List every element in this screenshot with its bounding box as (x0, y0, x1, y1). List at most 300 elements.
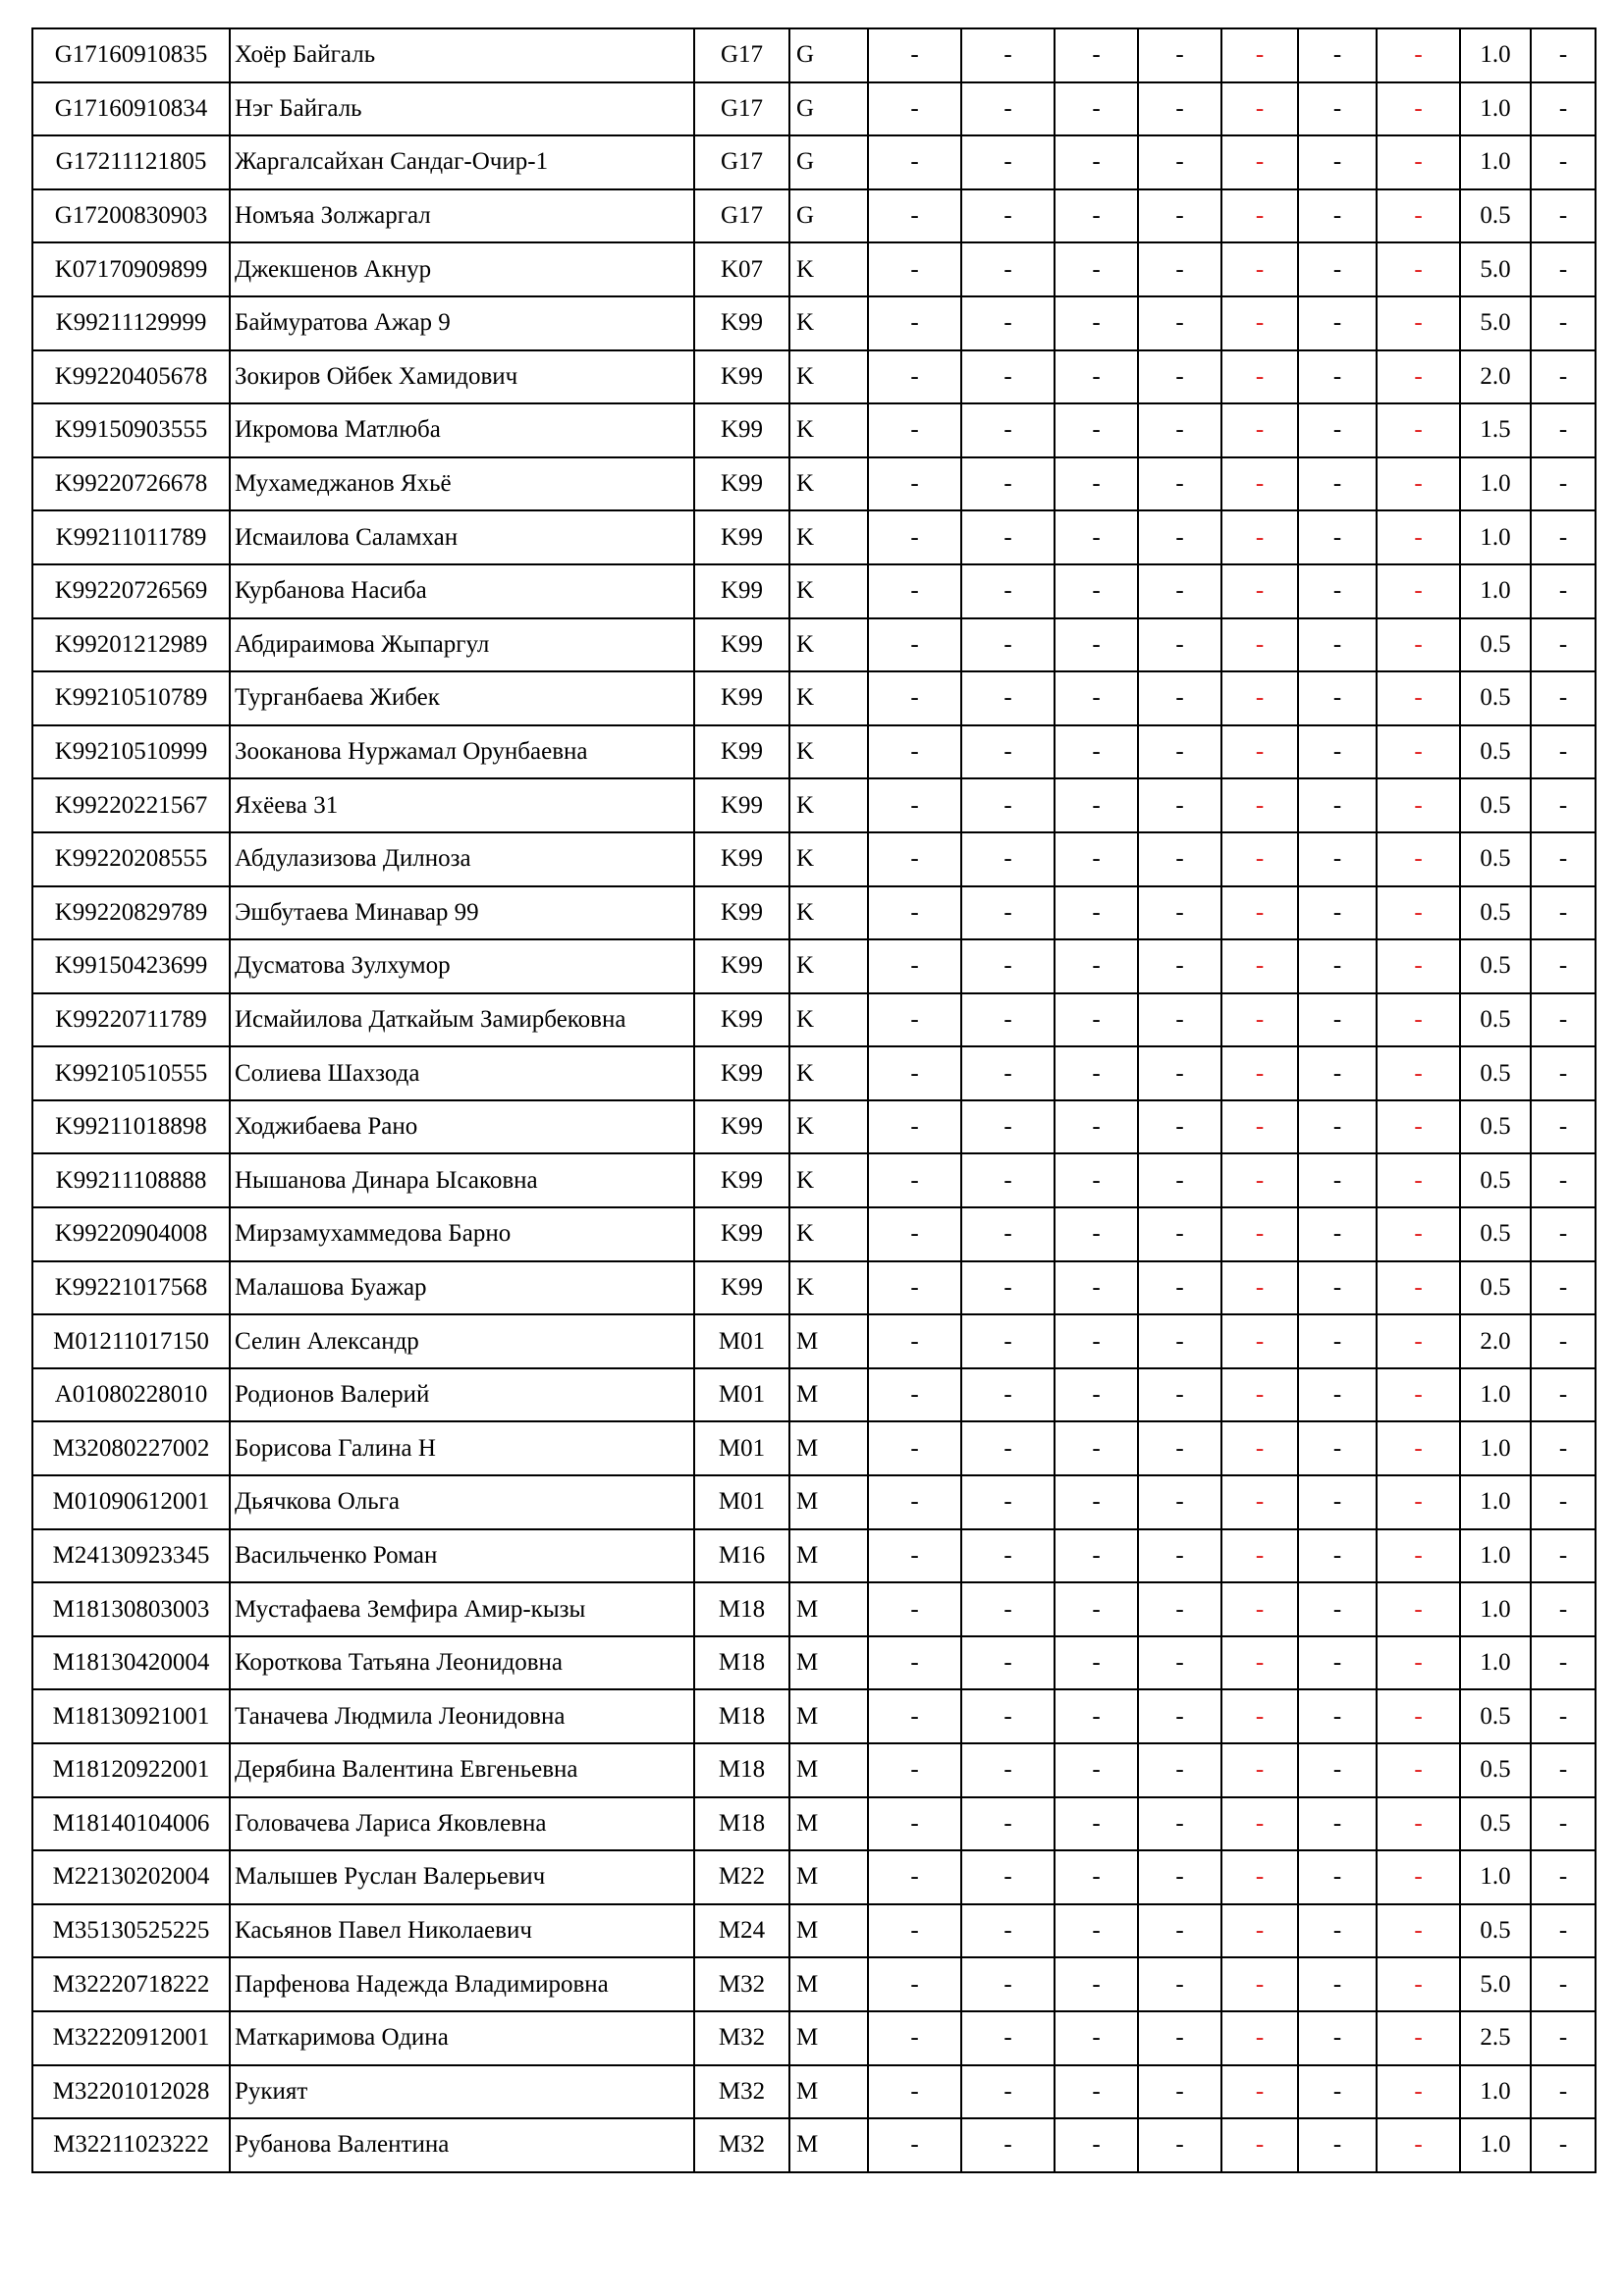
id-cell: G17160910834 (32, 82, 230, 136)
value-cell: 1.0 (1460, 2118, 1531, 2172)
dash-cell: - (1298, 1046, 1377, 1100)
name-cell: Номъяа Золжаргал (230, 189, 694, 243)
code-cell: M01 (694, 1314, 789, 1368)
code-cell: M01 (694, 1368, 789, 1422)
dash-cell: - (961, 2118, 1055, 2172)
dash-cell: - (1138, 1743, 1221, 1797)
dash-cell: - (868, 939, 961, 993)
dash-cell: - (961, 510, 1055, 564)
group-cell: K (789, 725, 868, 779)
dash-cell: - (1531, 1368, 1596, 1422)
dash-cell: - (1298, 1475, 1377, 1529)
name-cell: Дьячкова Ольга (230, 1475, 694, 1529)
dash-cell: - (1055, 1797, 1138, 1851)
dash-cell: - (1531, 1636, 1596, 1690)
table-row (32, 403, 1596, 457)
id-cell: M32220912001 (32, 2011, 230, 2065)
dash-cell: - (1298, 671, 1377, 725)
red-dash-cell: - (1377, 135, 1460, 189)
group-cell: M (789, 2065, 868, 2119)
code-cell: G17 (694, 135, 789, 189)
table-row (32, 1582, 1596, 1636)
red-dash-cell: - (1377, 457, 1460, 511)
table-row (32, 1904, 1596, 1958)
dash-cell: - (1298, 82, 1377, 136)
red-dash-cell: - (1221, 189, 1298, 243)
dash-cell: - (1055, 2011, 1138, 2065)
dash-cell: - (961, 82, 1055, 136)
dash-cell: - (1055, 28, 1138, 82)
value-cell: 1.5 (1460, 403, 1531, 457)
id-cell: K99211011789 (32, 510, 230, 564)
dash-cell: - (1055, 350, 1138, 404)
id-cell: G17160910835 (32, 28, 230, 82)
value-cell: 2.0 (1460, 1314, 1531, 1368)
dash-cell: - (1531, 778, 1596, 832)
code-cell: K99 (694, 403, 789, 457)
name-cell: Касьянов Павел Николаевич (230, 1904, 694, 1958)
name-cell: Эшбутаева Минавар 99 (230, 886, 694, 940)
red-dash-cell: - (1221, 1797, 1298, 1851)
dash-cell: - (1138, 403, 1221, 457)
red-dash-cell: - (1377, 242, 1460, 296)
name-cell: Исмаилова Саламхан (230, 510, 694, 564)
red-dash-cell: - (1221, 350, 1298, 404)
dash-cell: - (961, 350, 1055, 404)
red-dash-cell: - (1377, 778, 1460, 832)
group-cell: M (789, 1368, 868, 1422)
dash-cell: - (1298, 350, 1377, 404)
table-row (32, 189, 1596, 243)
value-cell: 1.0 (1460, 457, 1531, 511)
value-cell: 0.5 (1460, 939, 1531, 993)
name-cell: Малашова Буажар (230, 1261, 694, 1315)
group-cell: K (789, 886, 868, 940)
name-cell: Хоёр Байгаль (230, 28, 694, 82)
dash-cell: - (1298, 28, 1377, 82)
dash-cell: - (1298, 135, 1377, 189)
code-cell: M22 (694, 1850, 789, 1904)
id-cell: M18130921001 (32, 1689, 230, 1743)
dash-cell: - (1531, 1100, 1596, 1154)
dash-cell: - (868, 403, 961, 457)
value-cell: 0.5 (1460, 1797, 1531, 1851)
id-cell: M18130803003 (32, 1582, 230, 1636)
dash-cell: - (1138, 1368, 1221, 1422)
dash-cell: - (961, 725, 1055, 779)
dash-cell: - (1298, 886, 1377, 940)
dash-cell: - (868, 2118, 961, 2172)
red-dash-cell: - (1221, 1904, 1298, 1958)
dash-cell: - (1055, 1850, 1138, 1904)
id-cell: K99221017568 (32, 1261, 230, 1315)
dash-cell: - (868, 1314, 961, 1368)
red-dash-cell: - (1377, 189, 1460, 243)
dash-cell: - (1531, 1957, 1596, 2011)
dash-cell: - (1298, 1261, 1377, 1315)
dash-cell: - (868, 1261, 961, 1315)
dash-cell: - (1138, 82, 1221, 136)
dash-cell: - (1138, 1582, 1221, 1636)
red-dash-cell: - (1221, 135, 1298, 189)
dash-cell: - (1531, 1046, 1596, 1100)
group-cell: M (789, 1689, 868, 1743)
dash-cell: - (961, 1261, 1055, 1315)
dash-cell: - (1055, 403, 1138, 457)
dash-cell: - (868, 2065, 961, 2119)
red-dash-cell: - (1221, 1314, 1298, 1368)
dash-cell: - (1138, 1421, 1221, 1475)
red-dash-cell: - (1377, 832, 1460, 886)
dash-cell: - (1138, 1636, 1221, 1690)
dash-cell: - (1055, 778, 1138, 832)
red-dash-cell: - (1377, 2065, 1460, 2119)
table-row (32, 1314, 1596, 1368)
dash-cell: - (961, 1797, 1055, 1851)
group-cell: K (789, 564, 868, 618)
dash-cell: - (961, 1100, 1055, 1154)
id-cell: M01211017150 (32, 1314, 230, 1368)
red-dash-cell: - (1221, 939, 1298, 993)
dash-cell: - (1298, 939, 1377, 993)
group-cell: M (789, 1636, 868, 1690)
red-dash-cell: - (1221, 1153, 1298, 1207)
dash-cell: - (868, 886, 961, 940)
value-cell: 5.0 (1460, 1957, 1531, 2011)
value-cell: 0.5 (1460, 1261, 1531, 1315)
dash-cell: - (1055, 832, 1138, 886)
dash-cell: - (961, 135, 1055, 189)
dash-cell: - (961, 1850, 1055, 1904)
group-cell: K (789, 296, 868, 350)
red-dash-cell: - (1221, 886, 1298, 940)
red-dash-cell: - (1377, 403, 1460, 457)
value-cell: 1.0 (1460, 510, 1531, 564)
id-cell: K99210510555 (32, 1046, 230, 1100)
red-dash-cell: - (1377, 993, 1460, 1047)
red-dash-cell: - (1377, 671, 1460, 725)
red-dash-cell: - (1221, 1689, 1298, 1743)
dash-cell: - (1531, 403, 1596, 457)
value-cell: 1.0 (1460, 82, 1531, 136)
dash-cell: - (1138, 350, 1221, 404)
table-row (32, 1261, 1596, 1315)
table-row (32, 1046, 1596, 1100)
id-cell: G17200830903 (32, 189, 230, 243)
dash-cell: - (1138, 725, 1221, 779)
dash-cell: - (868, 1046, 961, 1100)
dash-cell: - (961, 1421, 1055, 1475)
code-cell: K99 (694, 350, 789, 404)
dash-cell: - (1055, 564, 1138, 618)
group-cell: K (789, 671, 868, 725)
code-cell: K99 (694, 296, 789, 350)
dash-cell: - (1298, 1153, 1377, 1207)
results-table (31, 27, 1597, 2173)
code-cell: G17 (694, 189, 789, 243)
dash-cell: - (1055, 189, 1138, 243)
dash-cell: - (868, 2011, 961, 2065)
dash-cell: - (1138, 1529, 1221, 1583)
dash-cell: - (1531, 1529, 1596, 1583)
code-cell: K99 (694, 939, 789, 993)
dash-cell: - (1298, 993, 1377, 1047)
dash-cell: - (868, 1100, 961, 1154)
red-dash-cell: - (1221, 242, 1298, 296)
dash-cell: - (1138, 1153, 1221, 1207)
red-dash-cell: - (1221, 778, 1298, 832)
group-cell: K (789, 618, 868, 672)
table-row (32, 1475, 1596, 1529)
group-cell: K (789, 939, 868, 993)
code-cell: K99 (694, 1100, 789, 1154)
dash-cell: - (961, 1475, 1055, 1529)
dash-cell: - (1298, 1689, 1377, 1743)
value-cell: 1.0 (1460, 1582, 1531, 1636)
name-cell: Курбанова Насиба (230, 564, 694, 618)
id-cell: M18140104006 (32, 1797, 230, 1851)
dash-cell: - (1055, 671, 1138, 725)
dash-cell: - (1531, 2065, 1596, 2119)
dash-cell: - (1055, 1046, 1138, 1100)
group-cell: K (789, 1046, 868, 1100)
red-dash-cell: - (1377, 1582, 1460, 1636)
id-cell: K99220726569 (32, 564, 230, 618)
id-cell: K99211108888 (32, 1153, 230, 1207)
dash-cell: - (868, 510, 961, 564)
dash-cell: - (868, 296, 961, 350)
dash-cell: - (868, 618, 961, 672)
dash-cell: - (1138, 832, 1221, 886)
group-cell: K (789, 1100, 868, 1154)
dash-cell: - (1298, 403, 1377, 457)
red-dash-cell: - (1377, 725, 1460, 779)
dash-cell: - (961, 1207, 1055, 1261)
table-row (32, 618, 1596, 672)
dash-cell: - (961, 1743, 1055, 1797)
dash-cell: - (1531, 135, 1596, 189)
dash-cell: - (1138, 1689, 1221, 1743)
red-dash-cell: - (1377, 2118, 1460, 2172)
red-dash-cell: - (1221, 1046, 1298, 1100)
group-cell: K (789, 510, 868, 564)
dash-cell: - (1138, 1797, 1221, 1851)
dash-cell: - (1531, 350, 1596, 404)
dash-cell: - (1298, 510, 1377, 564)
dash-cell: - (1531, 1261, 1596, 1315)
group-cell: K (789, 1261, 868, 1315)
code-cell: M32 (694, 1957, 789, 2011)
dash-cell: - (868, 1904, 961, 1958)
dash-cell: - (1055, 1904, 1138, 1958)
dash-cell: - (961, 939, 1055, 993)
group-cell: K (789, 350, 868, 404)
id-cell: K99210510999 (32, 725, 230, 779)
group-cell: K (789, 778, 868, 832)
dash-cell: - (1531, 189, 1596, 243)
name-cell: Рукият (230, 2065, 694, 2119)
dash-cell: - (868, 1475, 961, 1529)
table-row (32, 1743, 1596, 1797)
value-cell: 0.5 (1460, 618, 1531, 672)
dash-cell: - (1531, 28, 1596, 82)
dash-cell: - (1531, 993, 1596, 1047)
red-dash-cell: - (1221, 510, 1298, 564)
dash-cell: - (1055, 1421, 1138, 1475)
name-cell: Парфенова Надежда Владимировна (230, 1957, 694, 2011)
dash-cell: - (1531, 1743, 1596, 1797)
table-row (32, 1207, 1596, 1261)
dash-cell: - (1531, 2011, 1596, 2065)
dash-cell: - (868, 832, 961, 886)
name-cell: Исмайилова Даткайым Замирбековна (230, 993, 694, 1047)
name-cell: Короткова Татьяна Леонидовна (230, 1636, 694, 1690)
code-cell: K99 (694, 1207, 789, 1261)
dash-cell: - (1298, 2065, 1377, 2119)
name-cell: Нышанова Динара Ысаковна (230, 1153, 694, 1207)
value-cell: 0.5 (1460, 1100, 1531, 1154)
name-cell: Нэг Байгаль (230, 82, 694, 136)
table-row (32, 2011, 1596, 2065)
dash-cell: - (1531, 82, 1596, 136)
group-cell: M (789, 1529, 868, 1583)
table-row (32, 1529, 1596, 1583)
table-row (32, 350, 1596, 404)
table-row (32, 725, 1596, 779)
id-cell: A01080228010 (32, 1368, 230, 1422)
value-cell: 0.5 (1460, 1207, 1531, 1261)
dash-cell: - (961, 1904, 1055, 1958)
dash-cell: - (1055, 1153, 1138, 1207)
dash-cell: - (1531, 1475, 1596, 1529)
name-cell: Жаргалсайхан Сандаг-Очир-1 (230, 135, 694, 189)
table-row (32, 778, 1596, 832)
dash-cell: - (868, 1636, 961, 1690)
dash-cell: - (1531, 832, 1596, 886)
red-dash-cell: - (1221, 1261, 1298, 1315)
dash-cell: - (868, 778, 961, 832)
dash-cell: - (1531, 2118, 1596, 2172)
value-cell: 1.0 (1460, 1421, 1531, 1475)
dash-cell: - (868, 1850, 961, 1904)
code-cell: M18 (694, 1797, 789, 1851)
id-cell: M18120922001 (32, 1743, 230, 1797)
dash-cell: - (1298, 1207, 1377, 1261)
dash-cell: - (1138, 28, 1221, 82)
group-cell: M (789, 2011, 868, 2065)
dash-cell: - (1055, 993, 1138, 1047)
table-row (32, 832, 1596, 886)
red-dash-cell: - (1221, 296, 1298, 350)
dash-cell: - (1138, 296, 1221, 350)
dash-cell: - (1055, 2065, 1138, 2119)
value-cell: 0.5 (1460, 189, 1531, 243)
dash-cell: - (1055, 1475, 1138, 1529)
code-cell: K99 (694, 1153, 789, 1207)
name-cell: Зокиров Ойбек Хамидович (230, 350, 694, 404)
dash-cell: - (1298, 1368, 1377, 1422)
dash-cell: - (1138, 1046, 1221, 1100)
table-row (32, 939, 1596, 993)
dash-cell: - (868, 1743, 961, 1797)
dash-cell: - (1055, 296, 1138, 350)
name-cell: Селин Александр (230, 1314, 694, 1368)
dash-cell: - (961, 1689, 1055, 1743)
name-cell: Мухамеджанов Яхьё (230, 457, 694, 511)
group-cell: K (789, 1153, 868, 1207)
id-cell: M32220718222 (32, 1957, 230, 2011)
group-cell: M (789, 1582, 868, 1636)
dash-cell: - (1138, 993, 1221, 1047)
id-cell: K99211018898 (32, 1100, 230, 1154)
dash-cell: - (1055, 242, 1138, 296)
red-dash-cell: - (1221, 1207, 1298, 1261)
red-dash-cell: - (1377, 939, 1460, 993)
name-cell: Малышев Руслан Валерьевич (230, 1850, 694, 1904)
dash-cell: - (1298, 1743, 1377, 1797)
dash-cell: - (1531, 1153, 1596, 1207)
code-cell: M18 (694, 1689, 789, 1743)
dash-cell: - (1531, 1797, 1596, 1851)
id-cell: M22130202004 (32, 1850, 230, 1904)
dash-cell: - (868, 242, 961, 296)
table-row (32, 135, 1596, 189)
table-row (32, 1797, 1596, 1851)
group-cell: M (789, 1314, 868, 1368)
value-cell: 5.0 (1460, 242, 1531, 296)
name-cell: Абдулазизова Дилноза (230, 832, 694, 886)
red-dash-cell: - (1221, 993, 1298, 1047)
dash-cell: - (961, 189, 1055, 243)
dash-cell: - (868, 1529, 961, 1583)
dash-cell: - (1055, 2118, 1138, 2172)
red-dash-cell: - (1377, 350, 1460, 404)
dash-cell: - (1138, 2011, 1221, 2065)
dash-cell: - (1055, 510, 1138, 564)
dash-cell: - (1055, 1582, 1138, 1636)
dash-cell: - (868, 1421, 961, 1475)
red-dash-cell: - (1377, 618, 1460, 672)
dash-cell: - (1055, 725, 1138, 779)
dash-cell: - (1531, 1582, 1596, 1636)
code-cell: K99 (694, 832, 789, 886)
code-cell: M32 (694, 2118, 789, 2172)
dash-cell: - (1531, 1689, 1596, 1743)
dash-cell: - (868, 1797, 961, 1851)
dash-cell: - (1298, 1636, 1377, 1690)
dash-cell: - (961, 564, 1055, 618)
id-cell: M24130923345 (32, 1529, 230, 1583)
red-dash-cell: - (1377, 1100, 1460, 1154)
red-dash-cell: - (1377, 1529, 1460, 1583)
code-cell: K99 (694, 725, 789, 779)
value-cell: 0.5 (1460, 671, 1531, 725)
dash-cell: - (1138, 886, 1221, 940)
dash-cell: - (1055, 1529, 1138, 1583)
red-dash-cell: - (1221, 1743, 1298, 1797)
dash-cell: - (1055, 457, 1138, 511)
red-dash-cell: - (1377, 82, 1460, 136)
dash-cell: - (1531, 1207, 1596, 1261)
dash-cell: - (1138, 1207, 1221, 1261)
table-row (32, 886, 1596, 940)
red-dash-cell: - (1221, 1636, 1298, 1690)
red-dash-cell: - (1221, 832, 1298, 886)
code-cell: M18 (694, 1743, 789, 1797)
dash-cell: - (1298, 1314, 1377, 1368)
id-cell: K99220726678 (32, 457, 230, 511)
value-cell: 0.5 (1460, 1743, 1531, 1797)
